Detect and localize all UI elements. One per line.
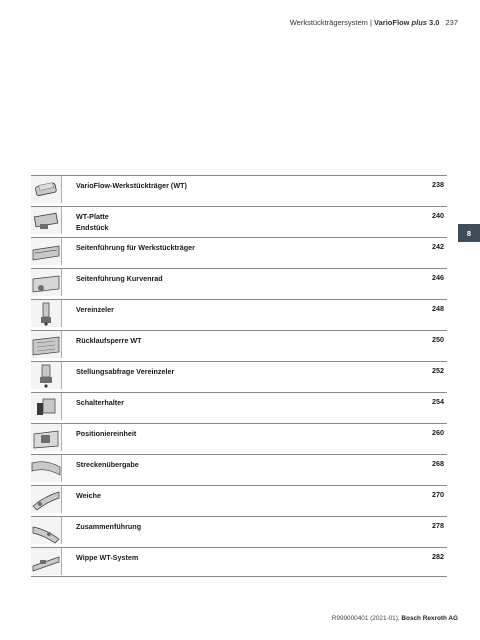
toc-entry-page: 248: [432, 304, 444, 313]
side-guide-icon: [31, 238, 62, 265]
toc-entry-page: 282: [432, 552, 444, 561]
toc-entry-page: 270: [432, 490, 444, 499]
toc-entry-page: 254: [432, 397, 444, 406]
merge-icon: [31, 517, 62, 544]
toc-entry-page: 242: [432, 242, 444, 251]
track-transfer-icon: [31, 455, 62, 482]
toc-entry-line: Zusammenführung: [76, 522, 142, 531]
footer-company: Bosch Rexroth AG: [401, 615, 458, 622]
toc-entry-page: 260: [432, 428, 444, 437]
toc-entry-title: [62, 393, 447, 421]
curve-wheel-guide-icon: [31, 269, 62, 296]
toc-entry-page: 240: [432, 211, 444, 220]
toc-row[interactable]: [31, 547, 447, 577]
rocker-icon: [31, 548, 62, 575]
header-brand: VarioFlow: [374, 18, 412, 27]
toc-row[interactable]: [31, 330, 447, 359]
toc-row[interactable]: [31, 485, 447, 514]
toc-row[interactable]: [31, 423, 447, 452]
toc-row[interactable]: [31, 361, 447, 390]
toc-entry-line: Vereinzeler: [76, 305, 114, 314]
running-header: [290, 18, 458, 27]
workpiece-carrier-icon: [31, 176, 62, 203]
toc-row[interactable]: [31, 454, 447, 483]
toc-row[interactable]: [31, 299, 447, 328]
carrier-plate-icon: [31, 207, 62, 234]
toc-entry-title: [62, 486, 447, 514]
switch-holder-icon: [31, 393, 62, 420]
toc-entry-title: [62, 176, 447, 204]
header-brand-plus: plus: [411, 18, 427, 27]
toc-entry-page: 238: [432, 180, 444, 189]
toc-row[interactable]: [31, 175, 447, 204]
header-brand-version: 3.0: [426, 18, 440, 27]
backstop-icon: [31, 331, 62, 358]
toc-entry-line: Endstück: [76, 223, 109, 232]
toc-entry-line: WT-Platte: [76, 212, 109, 221]
toc-entry-line: VarioFlow-Werkstückträger (WT): [76, 181, 187, 190]
toc-entry-page: 268: [432, 459, 444, 468]
toc-entry-title: [62, 331, 447, 359]
position-sensing-icon: [31, 362, 62, 389]
chapter-tab-label: 8: [466, 228, 472, 238]
toc-entry-title: [62, 455, 447, 483]
toc-entry-title: [62, 269, 447, 297]
chapter-tab[interactable]: [458, 224, 480, 242]
toc-entry-line: Seitenführung für Werkstückträger: [76, 243, 195, 252]
toc-row[interactable]: [31, 516, 447, 545]
toc-entry-title: [62, 207, 447, 235]
toc-entry-page: 252: [432, 366, 444, 375]
toc-row[interactable]: [31, 237, 447, 266]
toc-entry-title: [62, 300, 447, 328]
toc-entry-page: 250: [432, 335, 444, 344]
diverter-icon: [31, 486, 62, 513]
toc-entry-title: [62, 424, 447, 452]
toc-entry-line: Schalterhalter: [76, 398, 124, 407]
header-section: Werkstückträgersystem |: [289, 18, 375, 27]
toc-entry-line: Streckenübergabe: [76, 460, 139, 469]
toc-entry-page: 278: [432, 521, 444, 530]
toc-entry-line: Stellungsabfrage Vereinzeler: [76, 367, 175, 376]
toc-entry-line: Positioniereinheit: [76, 429, 137, 438]
separator-icon: [31, 300, 62, 327]
toc-entry-title: [62, 548, 447, 576]
toc-entry-title: [62, 517, 447, 545]
footer-doc-number: R999000401 (2021-01),: [331, 615, 402, 622]
toc-row[interactable]: [31, 392, 447, 421]
toc-entry-line: Seitenführung Kurvenrad: [76, 274, 163, 283]
toc-row[interactable]: [31, 206, 447, 235]
toc-entry-title: [62, 362, 447, 390]
toc-entry-line: Weiche: [76, 491, 102, 500]
header-page-number: 237: [445, 18, 458, 27]
positioning-unit-icon: [31, 424, 62, 451]
toc-entry-line: Wippe WT-System: [76, 553, 139, 562]
toc-entry-title: [62, 238, 447, 266]
toc-entry-page: 246: [432, 273, 444, 282]
page-footer: [332, 615, 458, 622]
toc-entry-line: Rücklaufsperre WT: [76, 336, 142, 345]
toc-row[interactable]: [31, 268, 447, 297]
table-of-contents: [31, 175, 447, 579]
